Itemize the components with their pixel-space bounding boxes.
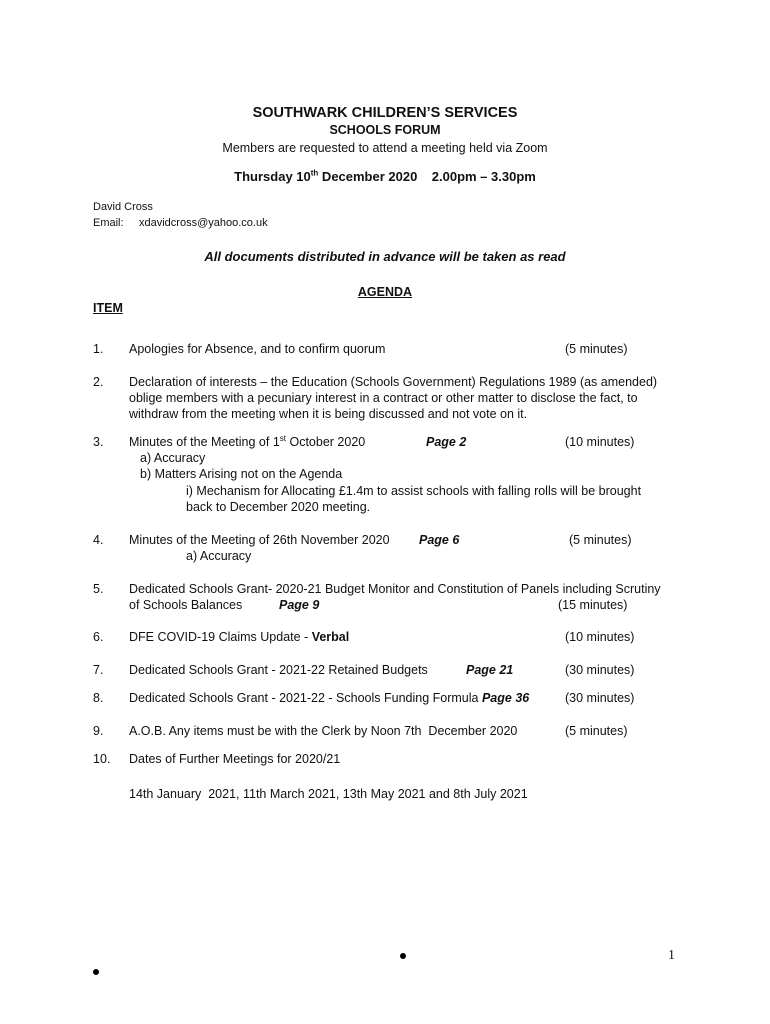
sub-item: a) Accuracy — [140, 451, 206, 465]
sub-item: b) Matters Arising not on the Agenda — [140, 467, 343, 481]
item-number: 1. — [93, 342, 104, 356]
sub-item: a) Accuracy — [186, 549, 252, 563]
sub-item: back to December 2020 meeting. — [186, 500, 371, 514]
contact-name: David Cross — [93, 201, 153, 213]
item-header: ITEM — [93, 301, 123, 315]
item-duration: (5 minutes) — [565, 342, 628, 356]
item-duration: (30 minutes) — [565, 691, 635, 705]
item-text: DFE COVID-19 Claims Update - Verbal — [129, 630, 350, 644]
meeting-date: Thursday 10th December 2020 2.00pm – 3.30pm — [234, 168, 536, 184]
item-number: 5. — [93, 582, 104, 596]
page-reference: Page 6 — [419, 533, 460, 547]
item-number: 6. — [93, 630, 104, 644]
item-text: Dedicated Schools Grant - 2021-22 Retained Budgets — [129, 663, 428, 677]
page-reference: Page 2 — [426, 435, 467, 449]
item-duration: (5 minutes) — [565, 724, 628, 738]
bullet-icon — [400, 953, 406, 959]
item-text-line: of Schools Balances — [129, 598, 243, 612]
item-number: 4. — [93, 533, 104, 547]
item-text: Dedicated Schools Grant - 2021-22 - Schools Funding Formula Page 36 — [129, 691, 530, 705]
page-reference: Page 21 — [466, 663, 514, 677]
sub-item: i) Mechanism for Allocating £1.4m to assist schools with falling rolls will be brought — [186, 484, 642, 498]
item-number: 7. — [93, 663, 104, 677]
item-number: 10. — [93, 752, 111, 766]
item-text-line: withdraw from the meeting when it is being discussed and not vote on it. — [129, 407, 528, 421]
item-text: Dates of Further Meetings for 2020/21 — [129, 752, 341, 766]
item-number: 3. — [93, 435, 104, 449]
page-number: 1 — [668, 948, 675, 963]
item-text: Minutes of the Meeting of 26th November 2020 — [129, 533, 390, 547]
agenda-title: AGENDA — [357, 285, 413, 299]
item-number: 2. — [93, 375, 104, 389]
meeting-subtitle: Members are requested to attend a meeting held via Zoom — [222, 141, 548, 155]
item-number: 8. — [93, 691, 104, 705]
item-duration: (30 minutes) — [565, 663, 635, 677]
notice: All documents distributed in advance will be taken as read — [204, 249, 566, 264]
item-text: Minutes of the Meeting of 1st October 2020 — [129, 433, 366, 449]
item-text-line: Dedicated Schools Grant- 2020-21 Budget Monitor and Constitution of Panels including Scrutiny — [129, 582, 661, 596]
page-reference: Page 9 — [279, 598, 320, 612]
item-number: 9. — [93, 724, 104, 738]
forum-title: SCHOOLS FORUM — [329, 123, 441, 137]
meeting-dates: 14th January 2021, 11th March 2021, 13th May 2021 and 8th July 2021 — [129, 787, 528, 801]
page-reference: Page 36 — [481, 691, 530, 705]
item-text: Apologies for Absence, and to confirm quorum — [129, 342, 386, 356]
bullet-icon — [93, 969, 99, 975]
item-text-line: oblige members with a pecuniary interest in a contract or other matter to disclose the fact, to — [129, 391, 638, 405]
item-text-line: Declaration of interests – the Education (Schools Government) Regulations 1989 (as amended) — [129, 375, 658, 389]
contact-email-label: Email: — [93, 217, 124, 229]
item-text: A.O.B. Any items must be with the Clerk by Noon 7th December 2020 — [129, 724, 518, 738]
item-duration: (5 minutes) — [569, 533, 632, 547]
item-duration: (15 minutes) — [558, 598, 628, 612]
item-duration: (10 minutes) — [565, 435, 635, 449]
org-title: SOUTHWARK CHILDREN’S SERVICES — [252, 105, 518, 121]
item-duration: (10 minutes) — [565, 630, 635, 644]
contact-email[interactable]: xdavidcross@yahoo.co.uk — [139, 217, 268, 229]
